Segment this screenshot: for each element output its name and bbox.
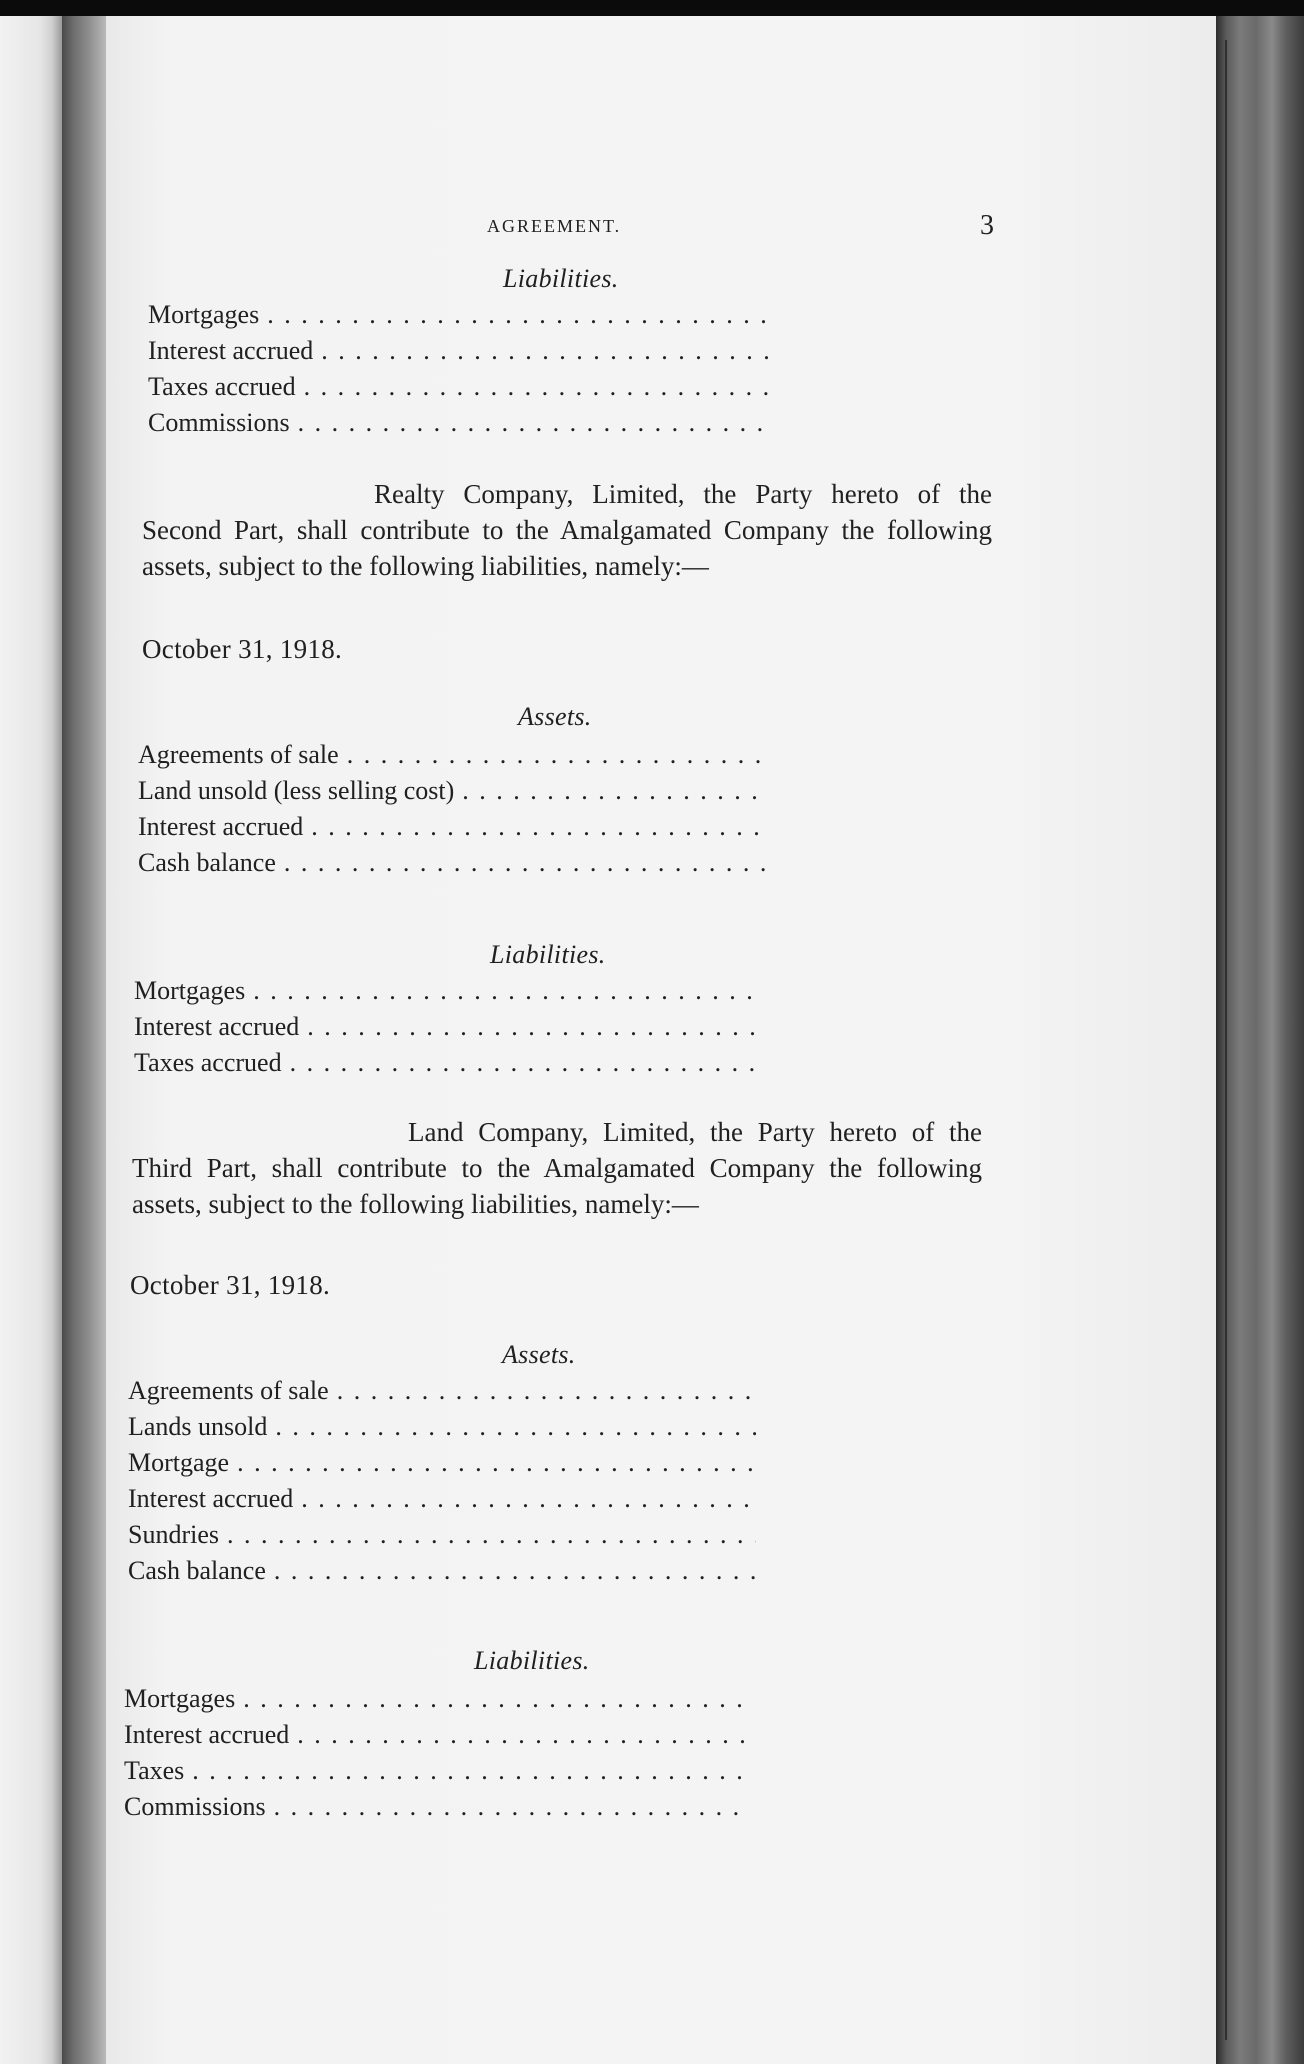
item-label: Commissions bbox=[124, 1792, 266, 1821]
page-number: 3 bbox=[980, 210, 995, 241]
list-item bbox=[128, 1556, 756, 1586]
list-item bbox=[138, 812, 766, 842]
facing-page-edge bbox=[0, 16, 62, 2064]
dot-leader bbox=[337, 1376, 756, 1406]
dot-leader bbox=[267, 300, 772, 330]
dot-leader bbox=[462, 776, 766, 806]
list-item bbox=[124, 1756, 748, 1786]
book-edge bbox=[1216, 16, 1304, 2064]
item-label: Taxes accrued bbox=[134, 1048, 282, 1077]
liabilities-heading: Liabilities. bbox=[503, 264, 619, 293]
dot-leader bbox=[253, 976, 762, 1006]
dot-leader bbox=[321, 336, 772, 366]
liabilities-heading: Liabilities. bbox=[490, 940, 606, 969]
item-label: Cash balance bbox=[128, 1556, 266, 1585]
contribution-paragraph bbox=[132, 1114, 982, 1222]
list-item bbox=[148, 408, 772, 438]
dot-leader bbox=[274, 1556, 756, 1586]
paragraph-text: Land Company, Limited, the Party hereto of the Third Part, shall contribute to the Amalgamated Company the following assets, subject to the following liabilities, namely:— bbox=[132, 1117, 982, 1219]
item-label: Cash balance bbox=[138, 848, 276, 877]
item-label: Mortgage bbox=[128, 1448, 230, 1477]
dot-leader bbox=[297, 1720, 748, 1750]
list-item bbox=[128, 1520, 756, 1550]
list-item bbox=[148, 372, 772, 402]
date: October 31, 1918. bbox=[142, 634, 343, 664]
list-item bbox=[124, 1684, 748, 1714]
dot-leader bbox=[237, 1448, 756, 1478]
liabilities-heading: Liabilities. bbox=[474, 1646, 590, 1675]
list-item bbox=[128, 1484, 756, 1514]
dot-leader bbox=[243, 1684, 748, 1714]
list-item bbox=[128, 1376, 756, 1406]
running-head: AGREEMENT. bbox=[487, 216, 622, 236]
book-gutter-shadow bbox=[62, 16, 106, 2064]
item-label: Lands unsold bbox=[128, 1412, 268, 1441]
list-item bbox=[148, 336, 772, 366]
dot-leader bbox=[284, 848, 766, 878]
item-label: Interest accrued bbox=[138, 812, 304, 841]
dot-leader bbox=[311, 812, 766, 842]
list-item bbox=[138, 740, 766, 770]
item-label: Commissions bbox=[148, 408, 290, 437]
dot-leader bbox=[298, 408, 772, 438]
list-item bbox=[138, 848, 766, 878]
dot-leader bbox=[275, 1412, 756, 1442]
item-label: Agreements of sale bbox=[138, 740, 339, 769]
scan-top-border bbox=[0, 0, 1304, 16]
item-label: Mortgages bbox=[134, 976, 246, 1005]
list-item bbox=[134, 976, 762, 1006]
list-item bbox=[134, 1012, 762, 1042]
dot-leader bbox=[304, 372, 772, 402]
contribution-paragraph bbox=[142, 476, 992, 584]
date: October 31, 1918. bbox=[130, 1270, 331, 1300]
item-label: Interest accrued bbox=[124, 1720, 290, 1749]
dot-leader bbox=[192, 1756, 748, 1786]
dot-leader bbox=[347, 740, 766, 770]
list-item bbox=[128, 1448, 756, 1478]
item-label: Mortgages bbox=[148, 300, 260, 329]
list-item bbox=[124, 1792, 748, 1822]
item-label: Interest accrued bbox=[128, 1484, 294, 1513]
item-label: Taxes accrued bbox=[148, 372, 296, 401]
list-item bbox=[128, 1412, 756, 1442]
assets-heading: Assets. bbox=[502, 1340, 576, 1369]
paragraph-text: Realty Company, Limited, the Party hereto of the Second Part, shall contribute to the Amalgamated Company the following assets, subject to the following liabilities, namely:— bbox=[142, 479, 992, 581]
item-label: Taxes bbox=[124, 1756, 185, 1785]
item-label: Sundries bbox=[128, 1520, 219, 1549]
list-item bbox=[138, 776, 766, 806]
book-edge-line bbox=[1225, 40, 1227, 2040]
dot-leader bbox=[227, 1520, 756, 1550]
item-label: Interest accrued bbox=[148, 336, 314, 365]
list-item bbox=[134, 1048, 762, 1078]
item-label: Interest accrued bbox=[134, 1012, 300, 1041]
list-item bbox=[148, 300, 772, 330]
assets-heading: Assets. bbox=[518, 702, 592, 731]
dot-leader bbox=[274, 1792, 748, 1822]
list-item bbox=[124, 1720, 748, 1750]
dot-leader bbox=[301, 1484, 756, 1514]
item-label: Mortgages bbox=[124, 1684, 236, 1713]
dot-leader bbox=[290, 1048, 762, 1078]
item-label: Agreements of sale bbox=[128, 1376, 329, 1405]
dot-leader bbox=[307, 1012, 762, 1042]
item-label: Land unsold (less selling cost) bbox=[138, 776, 455, 805]
